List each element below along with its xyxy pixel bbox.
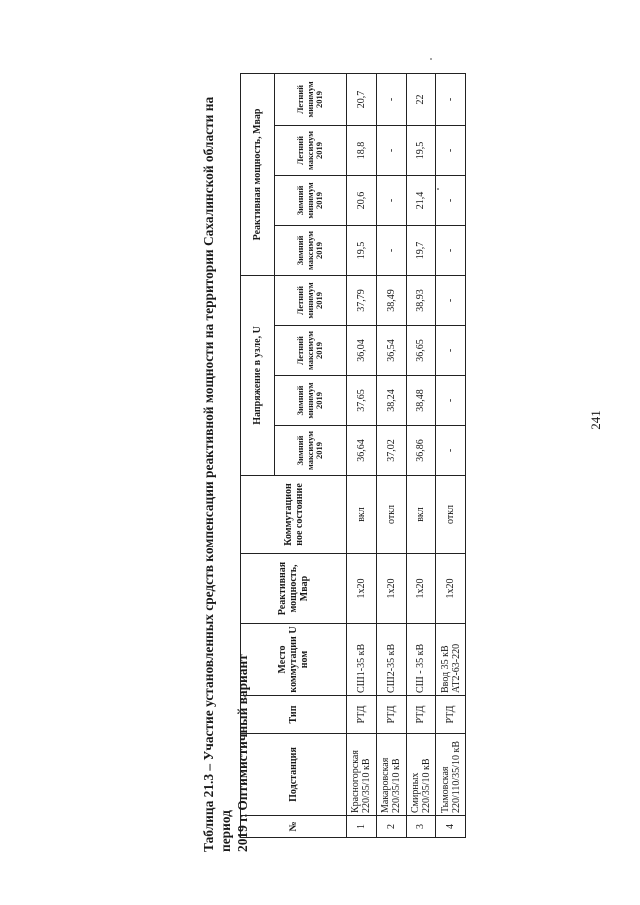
row-q-summer-max: 19,5 [406,125,436,175]
table-row [347,73,377,837]
row-location: СШ2-35 кВ [376,624,406,696]
table-row [406,73,436,837]
row-substation: Красногорская 220/35/10 кВ [347,734,377,816]
caption-line-2: 2019 г. Оптимистичный вариант [235,654,250,852]
header-type: Тип [241,696,347,734]
rotated-table-block [200,52,480,852]
header-power: Реактивная мощность, Мвар [241,554,347,624]
row-u-summer-min: - [436,275,466,325]
table-row [436,73,466,837]
scan-speck [437,188,439,190]
row-num: 3 [406,816,436,838]
row-substation: Тымовская 220/110/35/10 кВ [436,734,466,816]
row-type: РТД [347,696,377,734]
row-q-winter-min: - [436,175,466,225]
row-u-summer-max: 36,65 [406,326,436,376]
row-u-summer-max: 36,54 [376,326,406,376]
row-num: 4 [436,816,466,838]
row-num: 1 [347,816,377,838]
header-u-summer-max: Летний максимум 2019 [275,326,347,376]
header-location: Место коммутации U ном [241,624,347,696]
row-state: вкл [406,476,436,554]
row-u-summer-min: 38,49 [376,275,406,325]
compensation-table [240,73,466,838]
row-u-summer-min: 38,93 [406,275,436,325]
header-num: № [241,816,347,838]
row-u-summer-max: - [436,326,466,376]
header-q-winter-min: Зимний минимум 2019 [275,175,347,225]
caption-line-1: Таблица 21.3 – Участие установленных средств компенсации реактивной мощности на территории Сахалинской области на период [201,96,233,852]
row-q-summer-max: - [436,125,466,175]
header-u-winter-min: Зимний минимум 2019 [275,376,347,426]
header-switch-state: Коммутацион ное состояние [241,476,347,554]
row-location: СШ1-35 кВ [347,624,377,696]
row-q-summer-min: - [376,73,406,125]
row-q-summer-max: - [376,125,406,175]
header-u-winter-max: Зимний максимум 2019 [275,426,347,476]
row-q-winter-max: 19,5 [347,225,377,275]
row-q-winter-min: 20,6 [347,175,377,225]
row-q-winter-max: - [436,225,466,275]
scan-speck [430,58,432,60]
row-q-winter-max: 19,7 [406,225,436,275]
header-voltage-group: Напряжение в узле, U [241,275,275,475]
row-u-winter-max: 36,86 [406,426,436,476]
row-power: 1х20 [347,554,377,624]
row-power: 1х20 [436,554,466,624]
table-row [376,73,406,837]
row-type: РТД [376,696,406,734]
row-q-summer-min: 22 [406,73,436,125]
row-q-winter-min: - [376,175,406,225]
row-state: вкл [347,476,377,554]
row-u-winter-max: 37,02 [376,426,406,476]
row-location: СШ - 35 кВ [406,624,436,696]
row-power: 1х20 [406,554,436,624]
row-u-summer-min: 37,79 [347,275,377,325]
row-q-summer-min: - [436,73,466,125]
row-q-winter-min: 21,4 [406,175,436,225]
row-location: Ввод 35 кВ АТ2-63-220 [436,624,466,696]
page-number: 241 [587,410,603,430]
row-u-winter-max: - [436,426,466,476]
row-q-summer-max: 18,8 [347,125,377,175]
row-substation: Макаровская 220/35/10 кВ [376,734,406,816]
row-u-winter-min: 38,24 [376,376,406,426]
header-q-summer-min: Летний минимум 2019 [275,73,347,125]
row-type: РТД [406,696,436,734]
row-type: РТД [436,696,466,734]
row-u-winter-min: - [436,376,466,426]
header-q-winter-max: Зимний максимум 2019 [275,225,347,275]
row-power: 1х20 [376,554,406,624]
row-u-winter-max: 36,64 [347,426,377,476]
row-num: 2 [376,816,406,838]
header-q-summer-max: Летний максимум 2019 [275,125,347,175]
row-q-summer-min: 20,7 [347,73,377,125]
row-substation: Смирных 220/35/10 кВ [406,734,436,816]
header-reactive-group: Реактивная мощность, Мвар [241,73,275,275]
row-u-summer-max: 36,04 [347,326,377,376]
row-u-winter-min: 37,65 [347,376,377,426]
row-u-winter-min: 38,48 [406,376,436,426]
header-u-summer-min: Летний минимум 2019 [275,275,347,325]
row-q-winter-max: - [376,225,406,275]
row-state: откл [376,476,406,554]
header-substation: Подстанция [241,734,347,816]
row-state: откл [436,476,466,554]
